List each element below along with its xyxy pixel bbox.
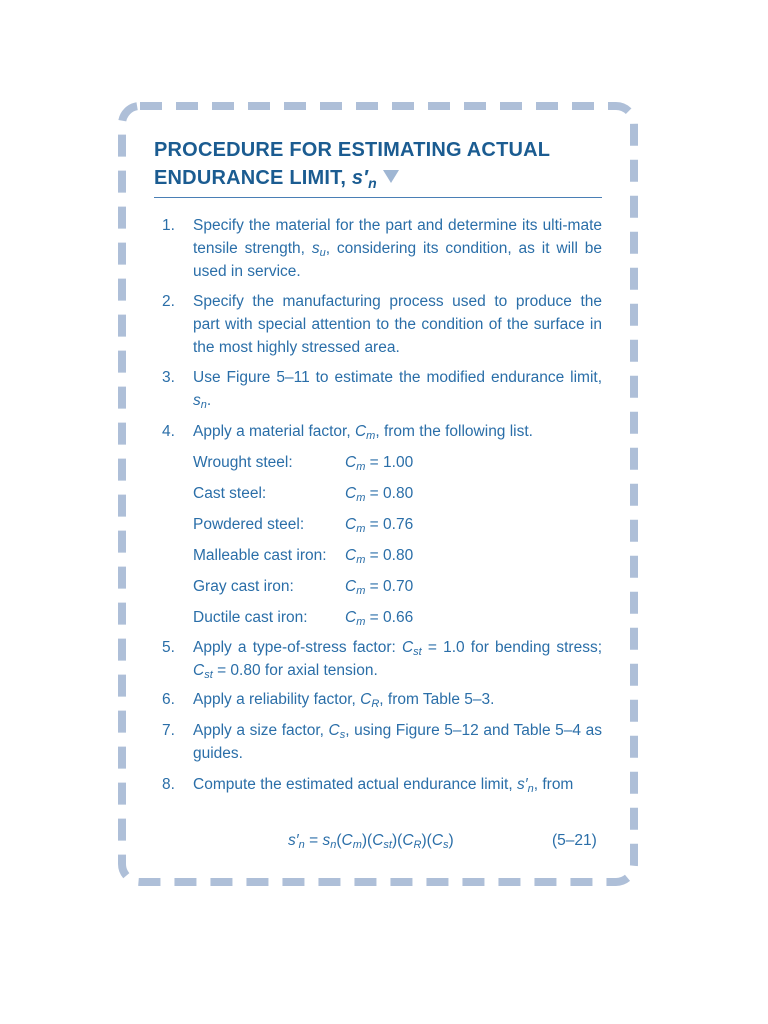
step-number: 1. [162,217,175,234]
step-text-run: . [206,392,212,409]
step-text [193,688,602,711]
equation-operator: ( [426,832,432,849]
step-text-run: , from Table 5–3. [379,691,495,708]
math-subscript: m [356,616,366,628]
step-number: 7. [162,722,175,739]
factor-value: = 1.00 [365,454,414,471]
equation-operator: ) [421,832,427,849]
step-text [193,719,602,765]
math-subscript: m [356,585,366,597]
math-variable: $C_{st}$ [372,832,392,851]
math-subscript: s [339,729,346,741]
math-subscript: st [413,646,422,658]
step-text-run: , using Figure 5–12 and Table 5–4 as guides. [193,722,602,762]
math-subscript: s [443,839,449,851]
title-line-2 [154,164,602,197]
step-text-run: = 1.0 for bending stress; [421,639,603,656]
equation-operator: = [304,832,323,849]
equation-operator: ( [367,832,373,849]
step-number: 4. [162,423,175,440]
math-subscript: m [356,554,366,566]
step-text [193,214,602,283]
equation [288,832,454,850]
page-title [154,136,602,197]
step-text-run: = 0.80 for axial tension. [212,662,378,679]
equation-operator: ( [397,832,403,849]
math-variable: $C_m$ [345,578,366,597]
step-text-run: , from the following list. [375,423,533,440]
step-text-run: Compute the estimated actual endurance limit, [193,776,517,793]
math-variable: $s_n$ [322,832,337,851]
factor-value: = 0.76 [365,516,414,533]
material-factor-value [345,482,413,505]
material-factor-value [345,606,413,629]
math-variable: $s_u$ [311,240,326,259]
math-variable: $C_m$ [354,423,376,442]
step-number: 6. [162,691,175,708]
math-variable: $s_n$ [193,392,207,411]
step-text [193,636,602,682]
title-line-1: PROCEDURE FOR ESTIMATING ACTUAL [154,139,551,161]
title-line-2-text: ENDURANCE LIMIT, [154,167,352,189]
factor-value: = 0.80 [365,485,414,502]
math-variable: $C_m$ [345,485,366,504]
step-number: 2. [162,293,175,310]
math-subscript: st [204,669,213,681]
factor-value: = 0.80 [365,547,414,564]
equation-operator: ) [448,832,454,849]
step-text-run: Apply a type-of-stress factor: [193,639,402,656]
math-subscript: m [356,461,366,473]
math-subscript: u [319,247,326,259]
step-text-run: Use Figure 5–11 to estimate the modified endurance limit, [193,369,602,386]
step-text-run: Apply a material factor, [193,423,355,440]
equation-number: (5–21) [552,832,597,849]
math-subscript: n [298,839,305,851]
material-factor-value [345,513,413,536]
step-number: 3. [162,369,175,386]
math-variable: $C_s$ [431,832,449,851]
math-subscript: R [371,698,380,710]
math-subscript: R [413,839,422,851]
step-number: 5. [162,639,175,656]
step-text-run: Specify the material for the part and determine its ulti-mate tensile strength, [193,217,602,257]
math-variable: $s'_n$ [288,832,305,851]
step-text-run: Apply a size factor, [193,722,329,739]
material-name: Malleable cast iron: [193,547,327,564]
math-subscript: m [352,839,362,851]
equation-operator: ) [361,832,368,849]
math-subscript: m [356,492,366,504]
math-variable: $C_{st}$ [193,662,213,681]
step-text [193,366,602,412]
math-variable: $C_{st}$ [401,639,422,658]
material-factor-value [345,575,413,598]
math-subscript: n [330,839,337,851]
material-factor-value [345,451,413,474]
equation-operator: ( [336,832,342,849]
step-text: Specify the manufacturing process used to produce the part with special attention to the condition of the surface in the most highly stressed area. [193,293,602,356]
step-text-run: , considering its condition, as it will be used in service. [193,240,602,280]
step-text [193,773,602,796]
material-name: Wrought steel: [193,454,293,471]
math-variable: $C_R$ [402,832,422,851]
math-variable: $C_m$ [345,547,366,566]
title-symbol-subscript: n [368,175,377,191]
math-subscript: m [366,430,376,442]
math-subscript: st [383,839,392,851]
triangle-down-icon [383,170,399,183]
step-text [193,420,602,443]
step-number: 8. [162,776,175,793]
math-variable: $C_m$ [345,609,366,628]
math-subscript: n [527,783,534,795]
math-subscript: n [200,399,207,411]
material-name: Powdered steel: [193,516,305,533]
title-divider [154,197,602,198]
math-subscript: m [356,523,366,535]
math-variable: $C_m$ [345,454,366,473]
math-variable: $C_m$ [345,516,366,535]
material-name: Ductile cast iron: [193,609,308,626]
step-text-run: Apply a reliability factor, [193,691,361,708]
material-name: Gray cast iron: [193,578,294,595]
material-factor-value [345,544,413,567]
factor-value: = 0.70 [365,578,414,595]
title-symbol: s′ [351,167,369,189]
step-text-run: , from [533,776,574,793]
material-name: Cast steel: [193,485,267,502]
math-variable: $C_m$ [341,832,362,851]
factor-value: = 0.66 [365,609,414,626]
math-variable: $C_R$ [360,691,380,710]
equation-operator: ) [391,832,398,849]
math-variable: $s'_n$ [516,776,534,795]
math-variable: $C_s$ [328,722,346,741]
